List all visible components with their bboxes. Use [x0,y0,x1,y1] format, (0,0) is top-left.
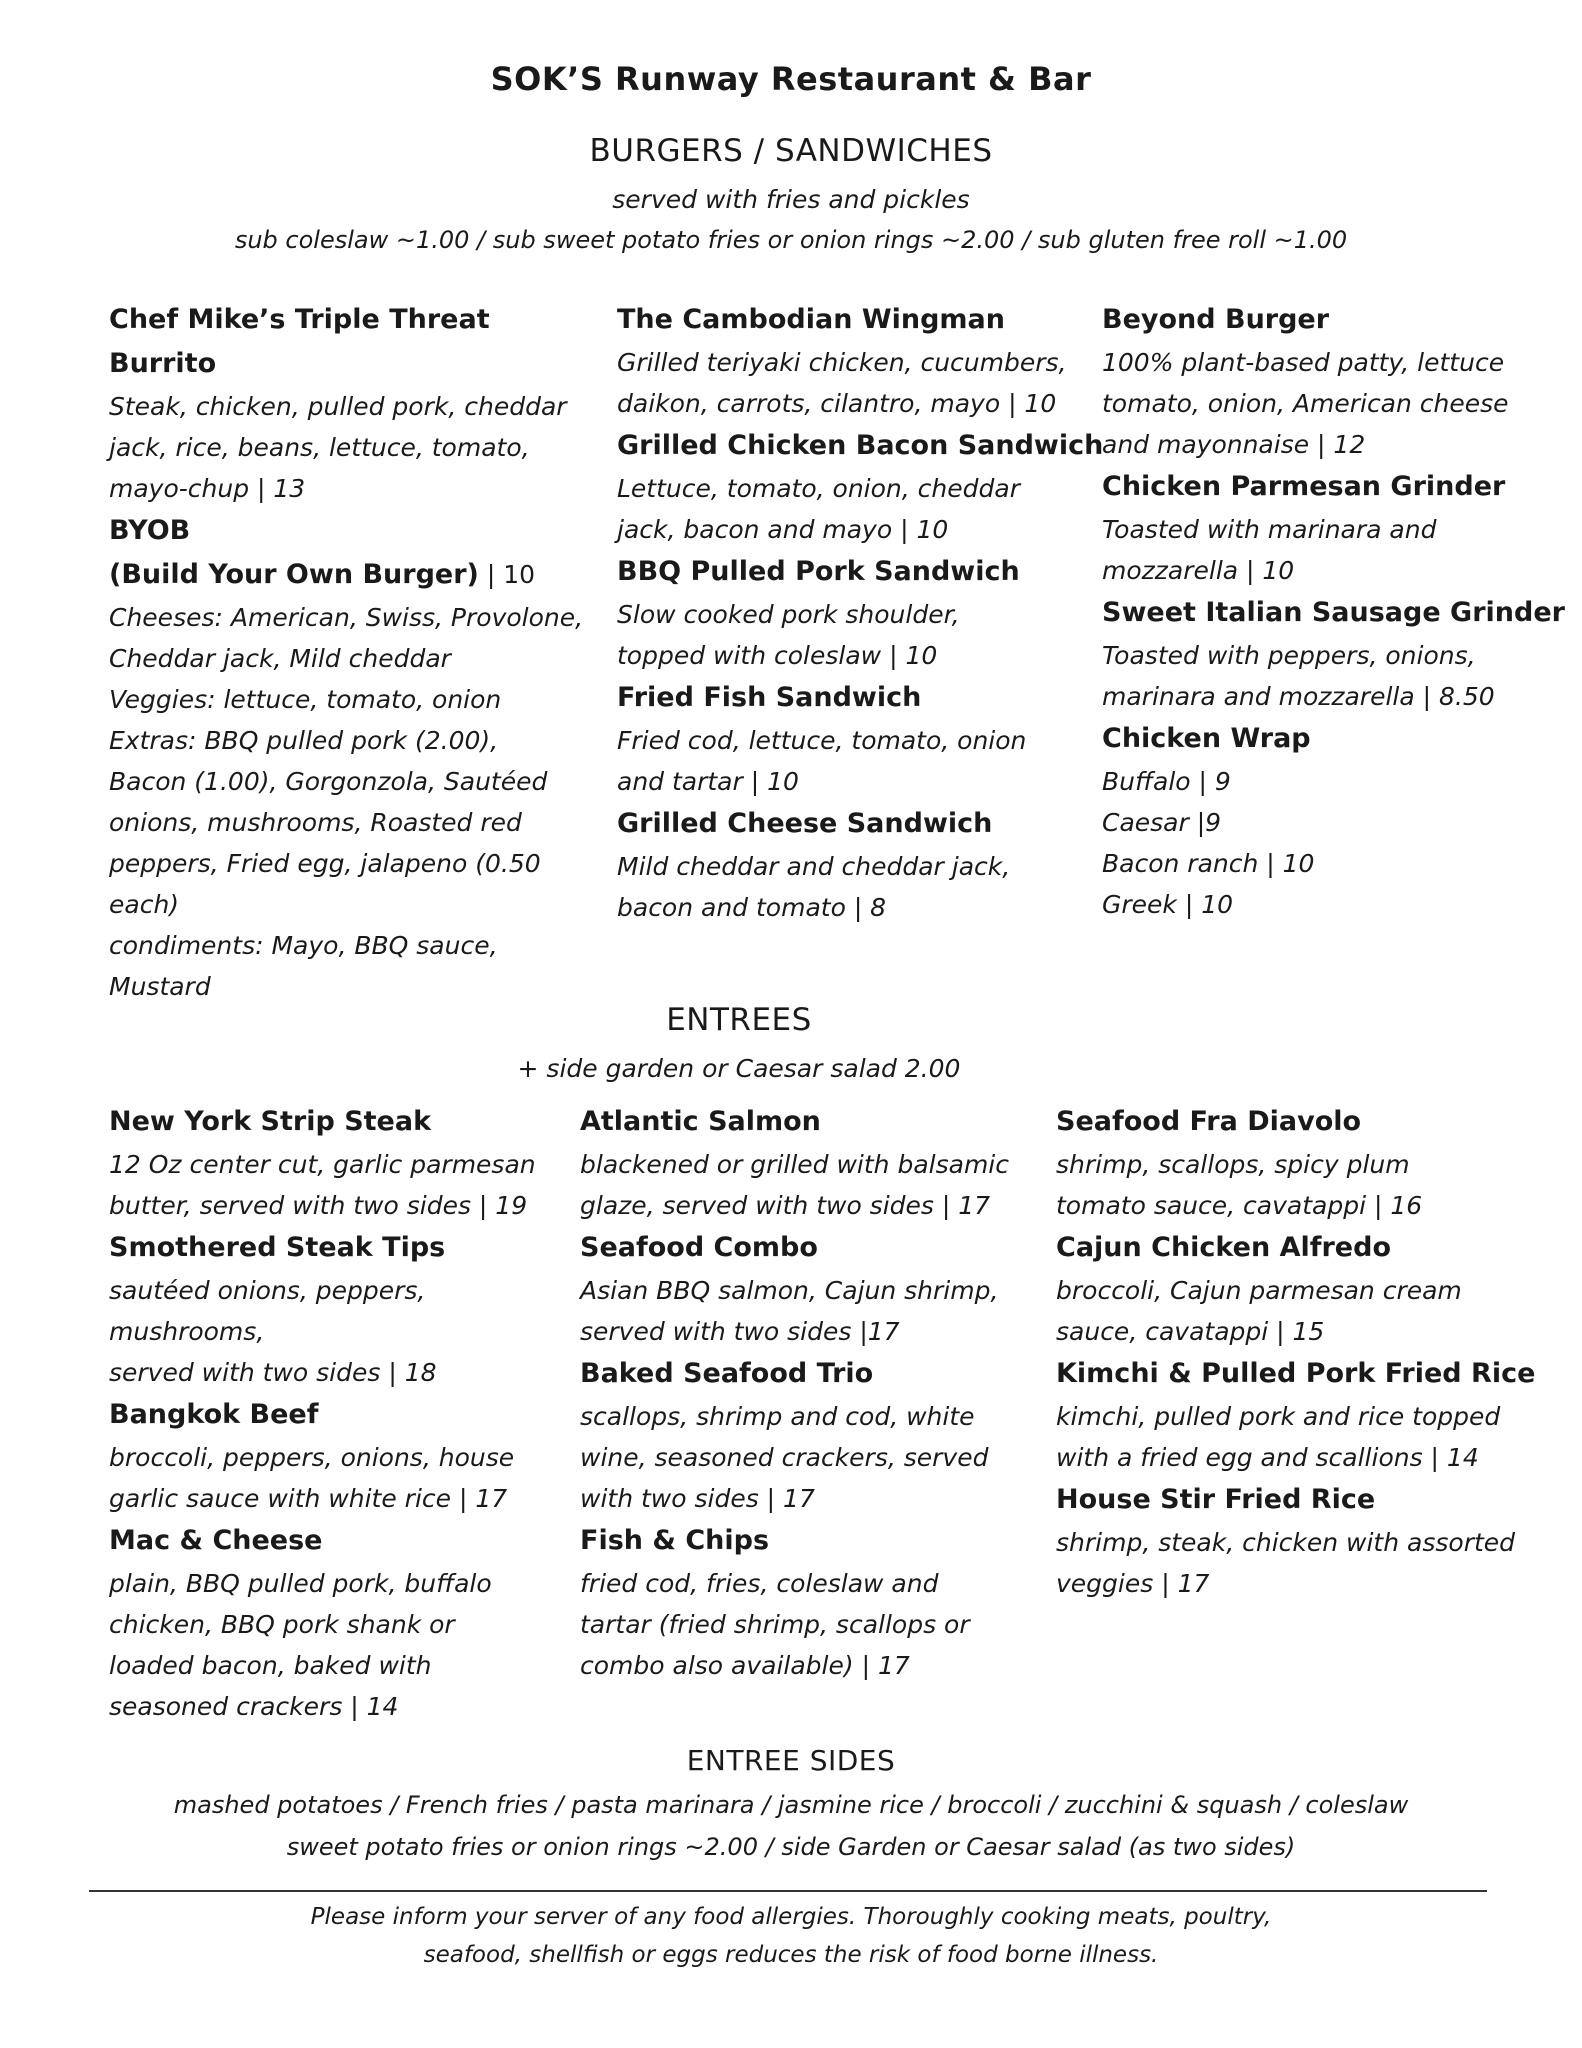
menu-item-desc: Toasted with peppers, onions, [1102,641,1476,670]
entrees-column-3 [1056,1100,1556,1604]
divider-rule [89,1890,1487,1892]
menu-item-desc: served with two sides |17 [580,1317,900,1346]
menu-item-desc: Veggies: lettuce, tomato, onion [109,685,502,714]
menu-item-desc: and tartar | 10 [617,767,799,796]
byob-subtitle-row [109,553,599,597]
menu-item-price: | 10 [478,560,536,589]
menu-item-desc: veggies | 17 [1056,1569,1210,1598]
menu-item-desc: served with two sides | 18 [109,1358,437,1387]
menu-item-name: Beyond Burger [1102,304,1330,335]
menu-item-desc: blackened or grilled with balsamic [580,1150,1009,1179]
menu-item-desc: bacon and tomato | 8 [617,893,887,922]
menu-item-desc: jack, rice, beans, lettuce, tomato, [109,433,530,462]
menu-item-name: Smothered Steak Tips [109,1232,446,1263]
menu-item-name: (Build Your Own Burger) [109,559,479,590]
menu-item-desc: jack, bacon and mayo | 10 [617,515,949,544]
menu-item-desc: glaze, served with two sides | 17 [580,1191,991,1220]
menu-item-name: Fried Fish Sandwich [617,682,922,713]
menu-item-name: Chicken Wrap [1102,723,1311,754]
menu-item-name: New York Strip Steak [109,1106,432,1137]
menu-item-desc: Mild cheddar and cheddar jack, [617,852,1011,881]
menu-item-name: Sweet Italian Sausage Grinder [1102,597,1565,628]
menu-item-desc: Mustard [109,972,211,1001]
menu-item-desc: broccoli, Cajun parmesan cream [1056,1276,1462,1305]
menu-item-desc: Bacon (1.00), Gorgonzola, Sautéed [109,767,548,796]
entrees-note: + side garden or Caesar salad 2.00 [517,1054,961,1083]
menu-item-desc: Lettuce, tomato, onion, cheddar [617,474,1020,503]
menu-item-desc: Grilled teriyaki chicken, cucumbers, [617,348,1067,377]
menu-item-name: BYOB [109,515,191,546]
menu-item-desc: with a fried egg and scallions | 14 [1056,1443,1479,1472]
menu-item-desc: Greek | 10 [1102,890,1234,919]
menu-item-name: Seafood Combo [580,1232,818,1263]
menu-item-desc: tomato, onion, American cheese [1102,389,1509,418]
sides-section-title: ENTREE SIDES [686,1744,896,1777]
menu-item-name: Cajun Chicken Alfredo [1056,1232,1391,1263]
menu-item-name: BBQ Pulled Pork Sandwich [617,556,1020,587]
menu-item-name: Grilled Cheese Sandwich [617,808,993,839]
menu-item-name: Grilled Chicken Bacon Sandwich [617,430,1104,461]
menu-item-desc: sauce, cavatappi | 15 [1056,1317,1325,1346]
burgers-column-1 [109,298,599,1007]
menu-item-desc: shrimp, scallops, spicy plum [1056,1150,1410,1179]
menu-item-desc: garlic sauce with white rice | 17 [109,1484,508,1513]
menu-item-desc: Extras: BBQ pulled pork (2.00), [109,726,499,755]
menu-item-name: House Stir Fried Rice [1056,1484,1376,1515]
menu-item-desc: peppers, Fried egg, jalapeno (0.50 each) [109,849,541,919]
menu-item-desc: Steak, chicken, pulled pork, cheddar [109,392,567,421]
menu-item-desc: Bacon ranch | 10 [1102,849,1315,878]
menu-item-desc: Toasted with marinara and [1102,515,1437,544]
menu-item-desc: condiments: Mayo, BBQ sauce, [109,931,498,960]
menu-item-name: Baked Seafood Trio [580,1358,874,1389]
entrees-section-title: ENTREES [666,1002,812,1038]
menu-item-desc: shrimp, steak, chicken with assorted [1056,1528,1516,1557]
menu-item-desc: 100% plant-based patty, lettuce [1102,348,1505,377]
menu-item-desc: kimchi, pulled pork and rice topped [1056,1402,1501,1431]
menu-item-desc: butter, served with two sides | 19 [109,1191,528,1220]
menu-item-name: Fish & Chips [580,1525,770,1556]
menu-item-desc: and mayonnaise | 12 [1102,430,1366,459]
menu-item-name: Seafood Fra Diavolo [1056,1106,1362,1137]
menu-item-desc: Cheddar jack, Mild cheddar [109,644,451,673]
menu-item-desc: loaded bacon, baked with [109,1651,432,1680]
menu-item-desc: chicken, BBQ pork shank or [109,1610,455,1639]
menu-item-desc: fried cod, fries, coleslaw and [580,1569,939,1598]
menu-item-desc: topped with coleslaw | 10 [617,641,938,670]
menu-item-desc: plain, BBQ pulled pork, buffalo [109,1569,492,1598]
menu-item-desc: seasoned crackers | 14 [109,1692,399,1721]
sides-line-1: mashed potatoes / French fries / pasta marinara / jasmine rice / broccoli / zucchini & squash / coleslaw [173,1791,1409,1819]
menu-item-desc: daikon, carrots, cilantro, mayo | 10 [617,389,1057,418]
menu-item-desc: marinara and mozzarella | 8.50 [1102,682,1495,711]
menu-item-desc: 12 Oz center cut, garlic parmesan [109,1150,536,1179]
menu-item-desc: broccoli, peppers, onions, house [109,1443,515,1472]
menu-item-desc: with two sides | 17 [580,1484,815,1513]
menu-item-desc: Fried cod, lettuce, tomato, onion [617,726,1027,755]
menu-item-name: Chicken Parmesan Grinder [1102,471,1506,502]
menu-item-name: Bangkok Beef [109,1399,319,1430]
menu-item-desc: Cheeses: American, Swiss, Provolone, [109,603,584,632]
menu-item-name: The Cambodian Wingman [617,304,1005,335]
menu-item-desc: Buffalo | 9 [1102,767,1231,796]
menu-item-desc: sautéed onions, peppers, mushrooms, [109,1276,426,1346]
allergy-notice-line-2: seafood, shellfish or eggs reduces the risk of food borne illness. [423,1942,1159,1968]
menu-item-desc: Caesar |9 [1102,808,1222,837]
burgers-note-fries: served with fries and pickles [612,185,970,214]
burgers-note-subs: sub coleslaw ~1.00 / sub sweet potato fries or onion rings ~2.00 / sub gluten free roll ~1.00 [234,226,1348,254]
menu-item-desc: combo also available) | 17 [580,1651,910,1680]
restaurant-title: SOK’S Runway Restaurant & Bar [490,60,1092,98]
burgers-column-2 [617,298,1107,928]
sides-line-2: sweet potato fries or onion rings ~2.00 / side Garden or Caesar salad (as two sides) [286,1833,1296,1861]
menu-item-desc: tomato sauce, cavatappi | 16 [1056,1191,1423,1220]
menu-item-desc: Slow cooked pork shoulder, [617,600,960,629]
entrees-column-2 [580,1100,1040,1686]
menu-item-desc: tartar (fried shrimp, scallops or [580,1610,970,1639]
burgers-section-title: BURGERS / SANDWICHES [589,133,993,169]
allergy-notice-line-1: Please inform your server of any food allergies. Thoroughly cooking meats, poultry, [310,1904,1272,1930]
menu-item-desc: onions, mushrooms, Roasted red [109,808,522,837]
burgers-column-3 [1102,298,1572,925]
menu-item-name: Atlantic Salmon [580,1106,821,1137]
menu-item-desc: wine, seasoned crackers, served [580,1443,989,1472]
menu-item-name: Kimchi & Pulled Pork Fried Rice [1056,1358,1536,1389]
menu-item-desc: mozzarella | 10 [1102,556,1295,585]
menu-item-desc: Asian BBQ salmon, Cajun shrimp, [580,1276,999,1305]
entrees-column-1 [109,1100,569,1727]
menu-item-name: Chef Mike’s Triple Threat Burrito [109,304,490,379]
menu-item-name: Mac & Cheese [109,1525,323,1556]
menu-item-desc: scallops, shrimp and cod, white [580,1402,975,1431]
menu-item-desc: mayo-chup | 13 [109,474,306,503]
